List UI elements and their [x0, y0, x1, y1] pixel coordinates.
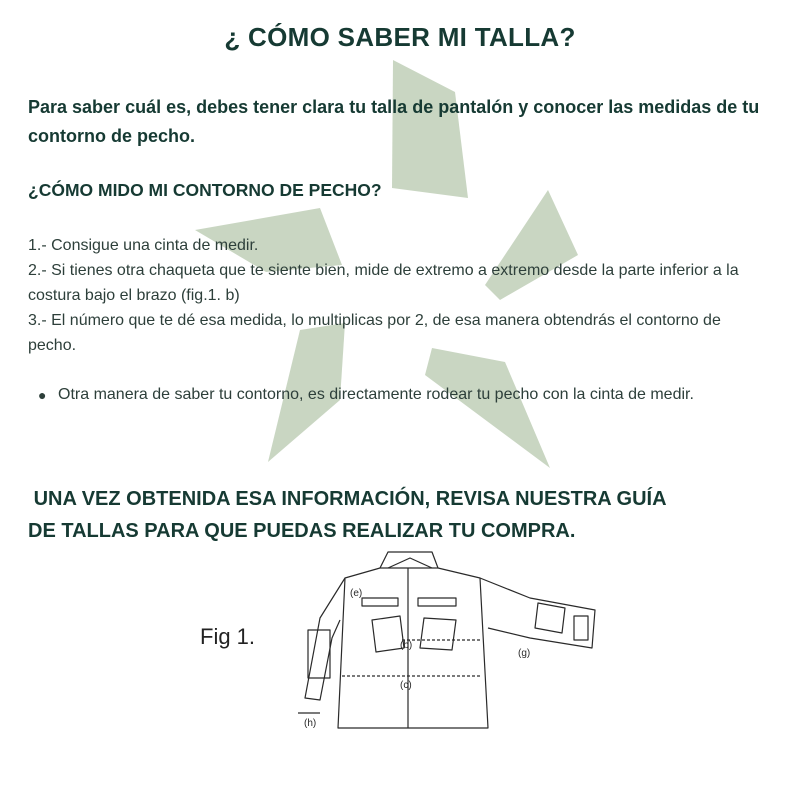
page-title: ¿ CÓMO SABER MI TALLA?: [224, 22, 576, 52]
bullet-dot-icon: ●: [38, 387, 47, 403]
cta-text: UNA VEZ OBTENIDA ESA INFORMACIÓN, REVISA NUESTRA GUÍA DE TALLAS PARA QUE PUEDAS REALIZAR TU COMPRA.: [28, 488, 667, 542]
jacket-collar-inner: [388, 558, 432, 568]
steps-list: [28, 233, 773, 358]
marker-g: (g): [518, 648, 531, 659]
marker-c: (c): [400, 680, 412, 691]
jacket-cuff: [574, 616, 588, 640]
jacket-diagram-icon: [290, 548, 610, 738]
step-1: 1.- Consigue una cinta de medir.: [28, 237, 259, 254]
marker-b: (b): [400, 640, 413, 651]
bullet-item: [38, 382, 758, 408]
marker-h: (h): [304, 718, 317, 729]
jacket-right-flap: [418, 598, 456, 606]
bullet-text: Otra manera de saber tu contorno, es directamente rodear tu pecho con la cinta de medir.: [58, 386, 694, 403]
step-3: 3.- El número que te dé esa medida, lo multiplicas por 2, de esa manera obtendrás el contorno de pecho.: [28, 312, 721, 354]
jacket-left-sleeve-pocket: [308, 630, 330, 678]
marker-e: (e): [350, 588, 363, 599]
jacket-right-sleeve-pocket: [535, 603, 565, 633]
jacket-collar: [380, 552, 438, 568]
step-2: 2.- Si tienes otra chaqueta que te siente bien, mide de extremo a extremo desde la parte inferior a la costura bajo el brazo (fig.1. b): [28, 262, 739, 304]
jacket-left-sleeve: [305, 578, 345, 700]
jacket-right-sleeve: [480, 578, 595, 648]
figure-label: Fig 1.: [200, 624, 256, 649]
section-heading: ¿CÓMO MIDO MI CONTORNO DE PECHO?: [28, 180, 382, 200]
jacket-right-pocket: [420, 618, 456, 650]
intro-paragraph: Para saber cuál es, debes tener clara tu talla de pantalón y conocer las medidas de tu contorno de pecho.: [28, 97, 760, 146]
jacket-left-flap: [362, 598, 398, 606]
